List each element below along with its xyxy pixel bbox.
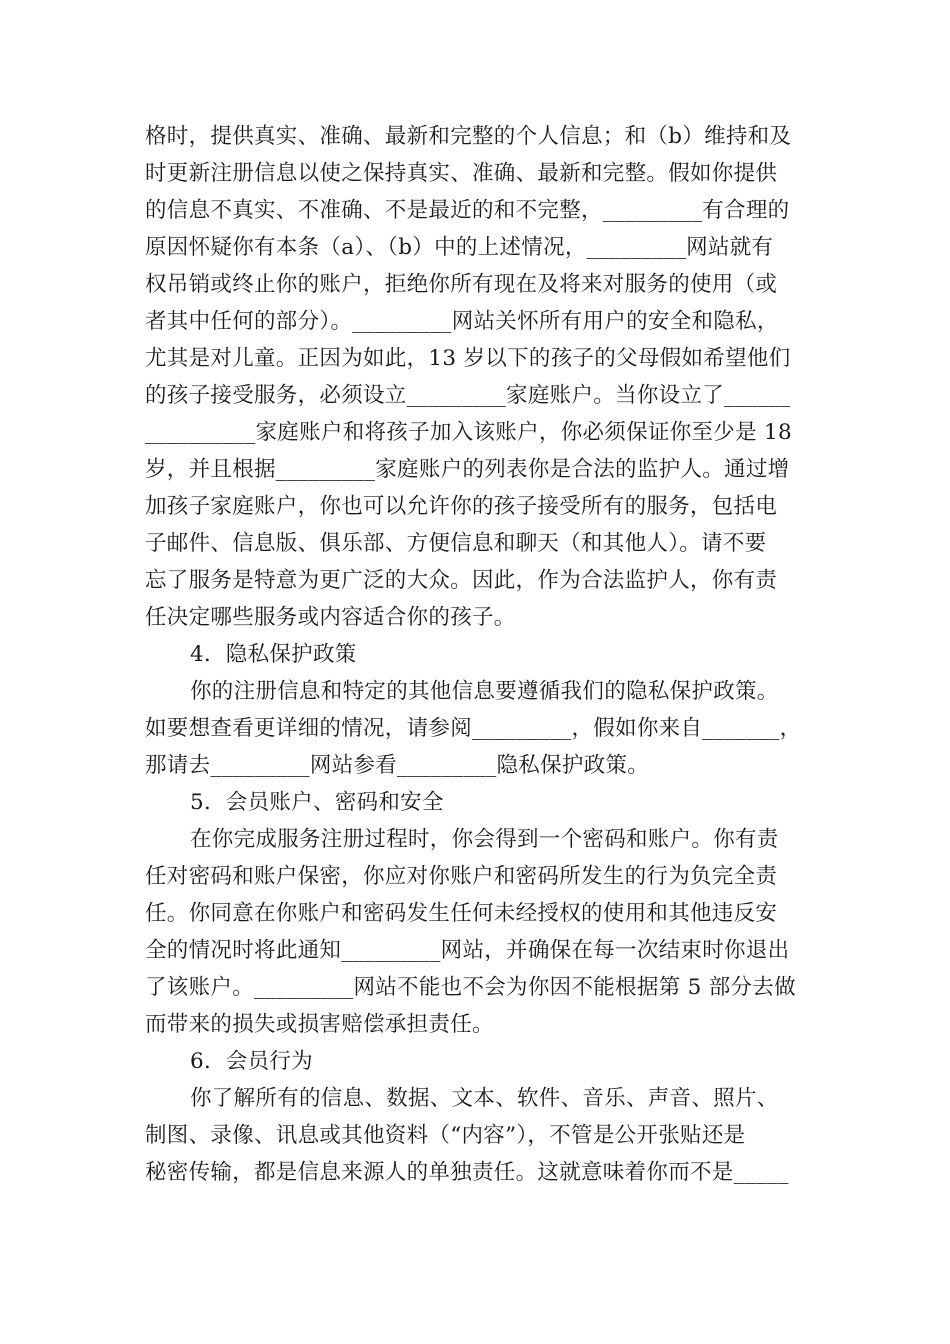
text-line: 忘了服务是特意为更广泛的大众。因此，作为合法监护人，你有责: [145, 568, 778, 593]
text-line: 的孩子接受服务，必须设立_________家庭账户。当你设立了______: [145, 383, 791, 408]
text-line: 时更新注册信息以使之保持真实、准确、最新和完整。假如你提供: [145, 161, 778, 186]
text-line: 制图、录像、讯息或其他资料（“内容”），不管是公开张贴还是: [145, 1123, 746, 1148]
text-line: 你了解所有的信息、数据、文本、软件、音乐、声音、照片、: [190, 1086, 779, 1111]
text-line: 者其中任何的部分）。_________网站关怀所有用户的安全和隐私，: [145, 309, 779, 334]
text-line: 任对密码和账户保密，你应对你账户和密码所发生的行为负完全责: [145, 864, 778, 889]
text-line: 你的注册信息和特定的其他信息要遵循我们的隐私保护政策。: [190, 679, 779, 704]
text-line: 任。你同意在你账户和密码发生任何未经授权的使用和其他违反安: [145, 901, 778, 926]
text-line: 的信息不真实、不准确、不是最近的和不完整，_________有合理的: [145, 198, 790, 223]
text-line: 原因怀疑你有本条（a）、（b）中的上述情况，_________网站就有: [145, 235, 774, 260]
text-line: 如要想查看更详细的情况，请参阅_________，假如你来自_______，: [145, 716, 802, 741]
text-line: 格时，提供真实、准确、最新和完整的个人信息；和（b）维持和及: [145, 124, 792, 149]
text-line: 而带来的损失或损害赔偿承担责任。: [145, 1012, 494, 1037]
text-line: 那请去_________网站参看_________隐私保护政策。: [145, 753, 650, 778]
section-heading: 4．隐私保护政策: [190, 642, 357, 667]
text-line: 任决定哪些服务或内容适合你的孩子。: [145, 605, 516, 630]
text-line: 在你完成服务注册过程时，你会得到一个密码和账户。你有责: [190, 827, 779, 852]
section-heading: 5．会员账户、密码和安全: [190, 790, 444, 815]
section-heading: 6．会员行为: [190, 1049, 313, 1074]
text-line: 尤其是对儿童。正因为如此，13 岁以下的孩子的父母假如希望他们: [145, 346, 791, 371]
text-line: 秘密传输，都是信息来源人的单独责任。这就意味着你而不是_____: [145, 1160, 789, 1185]
text-line: 了该账户。_________网站不能也不会为你因不能根据第 5 部分去做: [145, 975, 796, 1000]
text-line: 子邮件、信息版、俱乐部、方便信息和聊天（和其他人）。请不要: [145, 531, 767, 556]
text-line: 岁，并且根据_________家庭账户的列表你是合法的监护人。通过增: [145, 457, 790, 482]
text-line: 权吊销或终止你的账户，拒绝你所有现在及将来对服务的使用（或: [145, 272, 778, 297]
text-line: __________家庭账户和将孩子加入该账户，你必须保证你至少是 18: [145, 420, 792, 445]
text-line: 加孩子家庭账户，你也可以允许你的孩子接受所有的服务，包括电: [145, 494, 778, 519]
text-line: 全的情况时将此通知_________网站，并确保在每一次结束时你退出: [145, 938, 790, 963]
